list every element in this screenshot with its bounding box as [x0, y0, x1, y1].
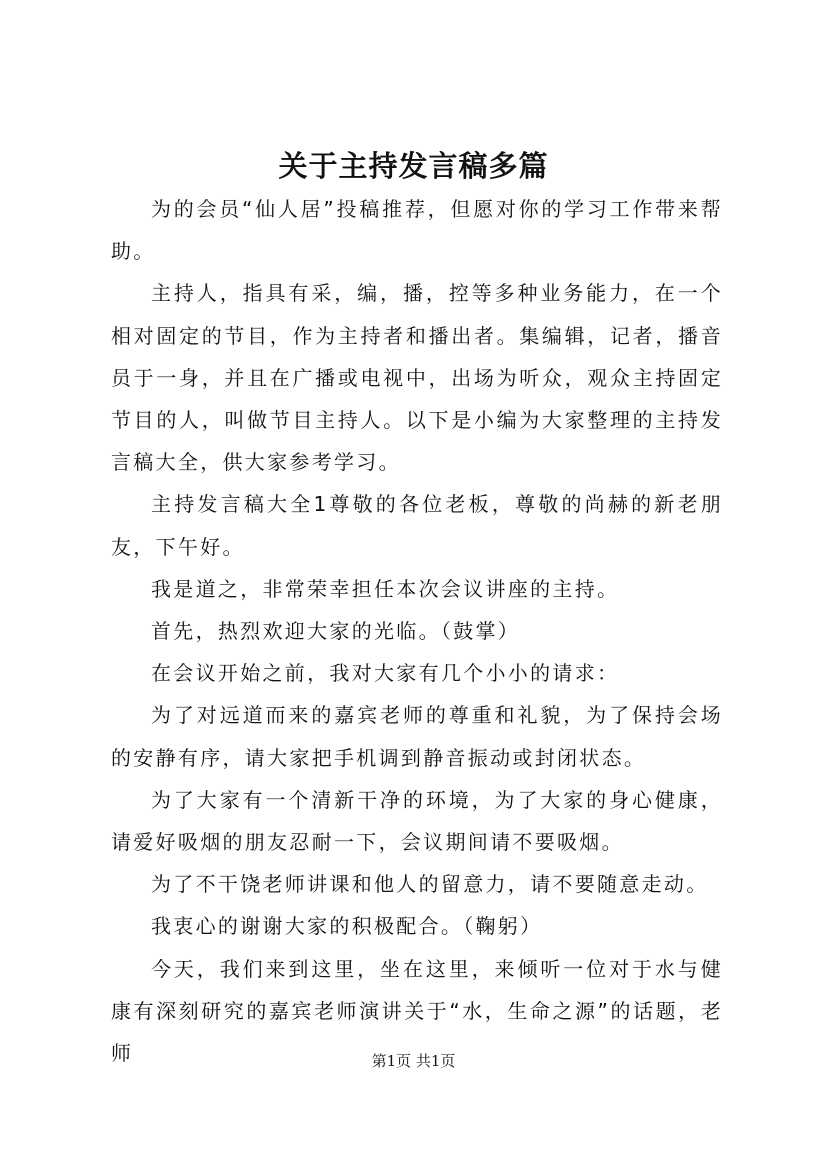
paragraph: 在会议开始之前，我对大家有几个小小的请求：	[151, 661, 620, 686]
paragraph: 今天，我们来到这里，坐在这里，来倾听一位对于水与健康有深刻研究的嘉宾老师演讲关于“水，生命之源”的话题，老师	[111, 956, 723, 1066]
paragraph: 主持发言稿大全1尊敬的各位老板，尊敬的尚赫的新老朋友，下午好。	[111, 492, 723, 559]
paragraph: 首先，热烈欢迎大家的光临。（鼓掌）	[151, 619, 521, 644]
paragraph: 为了对远道而来的嘉宾老师的尊重和礼貌，为了保持会场的安静有序，请大家把手机调到静音振动或封闭状态。	[111, 703, 723, 770]
paragraph: 我衷心的谢谢大家的积极配合。（鞠躬）	[151, 914, 543, 939]
paragraph: 为了不干饶老师讲课和他人的留意力，请不要随意走动。	[151, 872, 709, 897]
paragraph: 为的会员“仙人居”投稿推荐，但愿对你的学习工作带来帮助。	[111, 197, 723, 264]
paragraph: 为了大家有一个清新干净的环境，为了大家的身心健康，请爱好吸烟的朋友忍耐一下，会议期间请不要吸烟。	[111, 787, 723, 855]
paragraph: 我是道之，非常荣幸担任本次会议讲座的主持。	[151, 576, 620, 601]
paragraph: 主持人，指具有采，编，播，控等多种业务能力，在一个相对固定的节目，作为主持者和播出者。集编辑，记者，播音员于一身，并且在广播或电视中，出场为听众，观众主持固定节目的人，叫做节目主持人。以下是小编为大家整理的主持发言稿大全，供大家参考学习。	[111, 281, 723, 475]
document-body	[111, 188, 723, 1074]
document-title: 关于主持发言稿多篇	[278, 149, 549, 183]
page-footer: 第1页 共1页	[371, 1052, 456, 1070]
